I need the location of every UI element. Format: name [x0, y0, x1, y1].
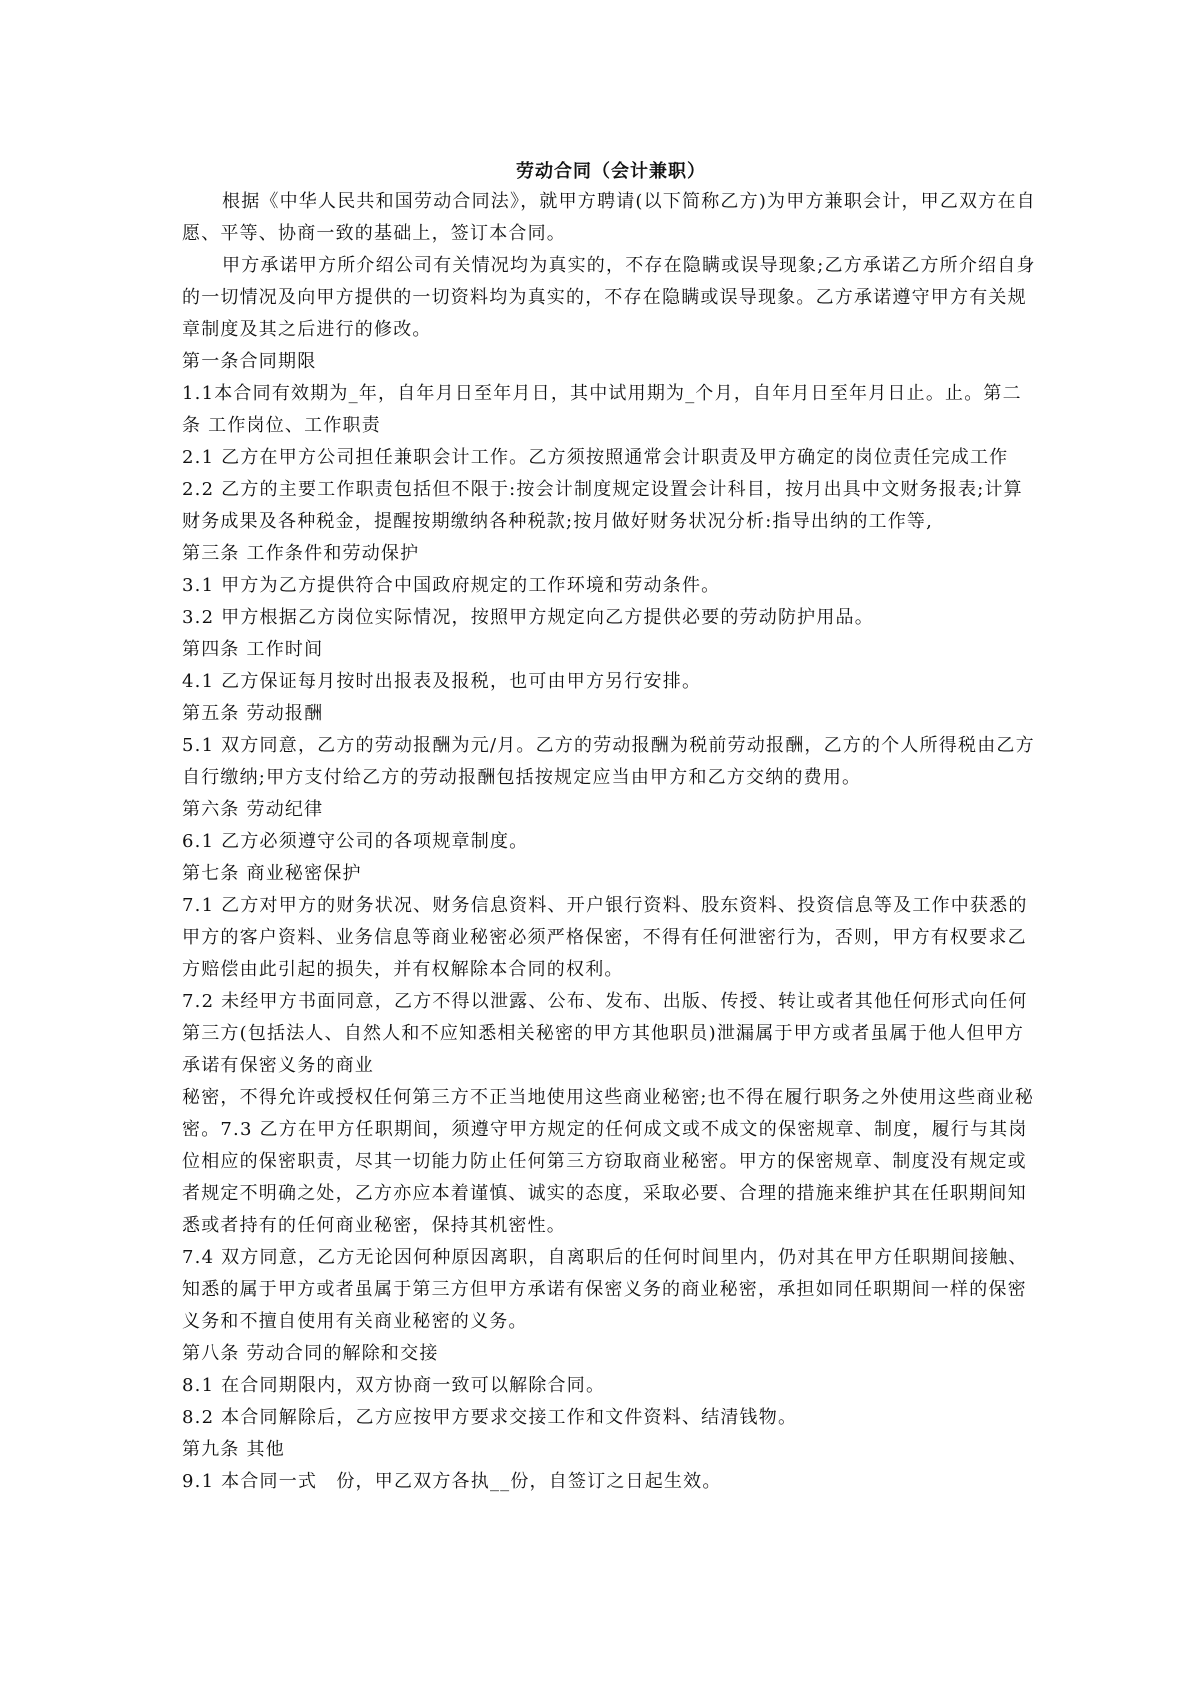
document-paragraph: 第三条 工作条件和劳动保护 — [182, 543, 420, 564]
document-paragraph: 2.1 乙方在甲方公司担任兼职会计工作。乙方须按照通常会计职责及甲方确定的岗位责任完成工作 — [182, 447, 1009, 468]
document-paragraph: 6.1 乙方必须遵守公司的各项规章制度。 — [182, 831, 529, 852]
document-body — [182, 186, 1040, 1498]
document-paragraph: 9.1 本合同一式 份，甲乙双方各执__份，自签订之日起生效。 — [182, 1471, 722, 1492]
document-paragraph: 第六条 劳动纪律 — [182, 799, 324, 820]
document-paragraph: 1.1本合同有效期为_年，自年月日至年月日，其中试用期为_个月，自年月日至年月日止。止。第二条 工作岗位、工作职责 — [182, 383, 1022, 436]
document-paragraph: 7.1 乙方对甲方的财务状况、财务信息资料、开户银行资料、股东资料、投资信息等及工作中获悉的甲方的客户资料、业务信息等商业秘密必须严格保密，不得有任何泄密行为，否则，甲方有权要求乙方赔偿由此引起的损失，并有权解除本合同的权利。 — [182, 895, 1028, 980]
document-paragraph: 8.2 本合同解除后，乙方应按甲方要求交接工作和文件资料、结清钱物。 — [182, 1407, 798, 1428]
document-content — [182, 158, 1040, 1498]
document-paragraph: 4.1 乙方保证每月按时出报表及报税，也可由甲方另行安排。 — [182, 671, 702, 692]
document-title: 劳动合同（会计兼职） — [516, 161, 706, 182]
document-paragraph: 第五条 劳动报酬 — [182, 703, 324, 724]
document-paragraph: 5.1 双方同意，乙方的劳动报酬为元/月。乙方的劳动报酬为税前劳动报酬，乙方的个人所得税由乙方自行缴纳;甲方支付给乙方的劳动报酬包括按规定应当由甲方和乙方交纳的费用。 — [182, 735, 1035, 788]
document-paragraph: 第八条 劳动合同的解除和交接 — [182, 1343, 439, 1364]
document-paragraph: 甲方承诺甲方所介绍公司有关情况均为真实的，不存在隐瞒或误导现象;乙方承诺乙方所介绍自身的一切情况及向甲方提供的一切资料均为真实的，不存在隐瞒或误导现象。乙方承诺遵守甲方有关规章制度及其之后进行的修改。 — [182, 255, 1036, 340]
document-paragraph: 3.1 甲方为乙方提供符合中国政府规定的工作环境和劳动条件。 — [182, 575, 721, 596]
document-paragraph: 第七条 商业秘密保护 — [182, 863, 362, 884]
document-paragraph: 8.1 在合同期限内，双方协商一致可以解除合同。 — [182, 1375, 606, 1396]
document-paragraph: 第四条 工作时间 — [182, 639, 324, 660]
document-paragraph: 3.2 甲方根据乙方岗位实际情况，按照甲方规定向乙方提供必要的劳动防护用品。 — [182, 607, 874, 628]
document-paragraph: 7.4 双方同意，乙方无论因何种原因离职，自离职后的任何时间里内，仍对其在甲方任职期间接触、知悉的属于甲方或者虽属于第三方但甲方承诺有保密义务的商业秘密，承担如同任职期间一样的保密义务和不擅自使用有关商业秘密的义务。 — [182, 1247, 1028, 1332]
document-paragraph: 第九条 其他 — [182, 1439, 285, 1460]
document-paragraph: 第一条合同期限 — [182, 351, 317, 372]
document-paragraph: 秘密，不得允许或授权任何第三方不正当地使用这些商业秘密;也不得在履行职务之外使用这些商业秘密。7.3 乙方在甲方任职期间，须遵守甲方规定的任何成文或不成文的保密规章、制度，履行与其岗位相应的保密职责，尽其一切能力防止任何第三方窃取商业秘密。甲方的保密规章、制度没有规定或者规定不明确之处，乙方亦应本着谨慎、诚实的态度，采取必要、合理的措施来维护其在任职期间知悉或者持有的任何商业秘密，保持其机密性。 — [182, 1087, 1035, 1236]
document-paragraph: 2.2 乙方的主要工作职责包括但不限于:按会计制度规定设置会计科目，按月出具中文财务报表;计算财务成果及各种税金，提醒按期缴纳各种税款;按月做好财务状况分析:指导出纳的工作等, — [182, 479, 1023, 532]
document-paragraph: 7.2 未经甲方书面同意，乙方不得以泄露、公布、发布、出版、传授、转让或者其他任何形式向任何第三方(包括法人、自然人和不应知悉相关秘密的甲方其他职员)泄漏属于甲方或者虽属于他人但甲方承诺有保密义务的商业 — [182, 991, 1028, 1076]
document-paragraph: 根据《中华人民共和国劳动合同法》，就甲方聘请(以下简称乙方)为甲方兼职会计，甲乙双方在自愿、平等、协商一致的基础上，签订本合同。 — [182, 191, 1036, 244]
